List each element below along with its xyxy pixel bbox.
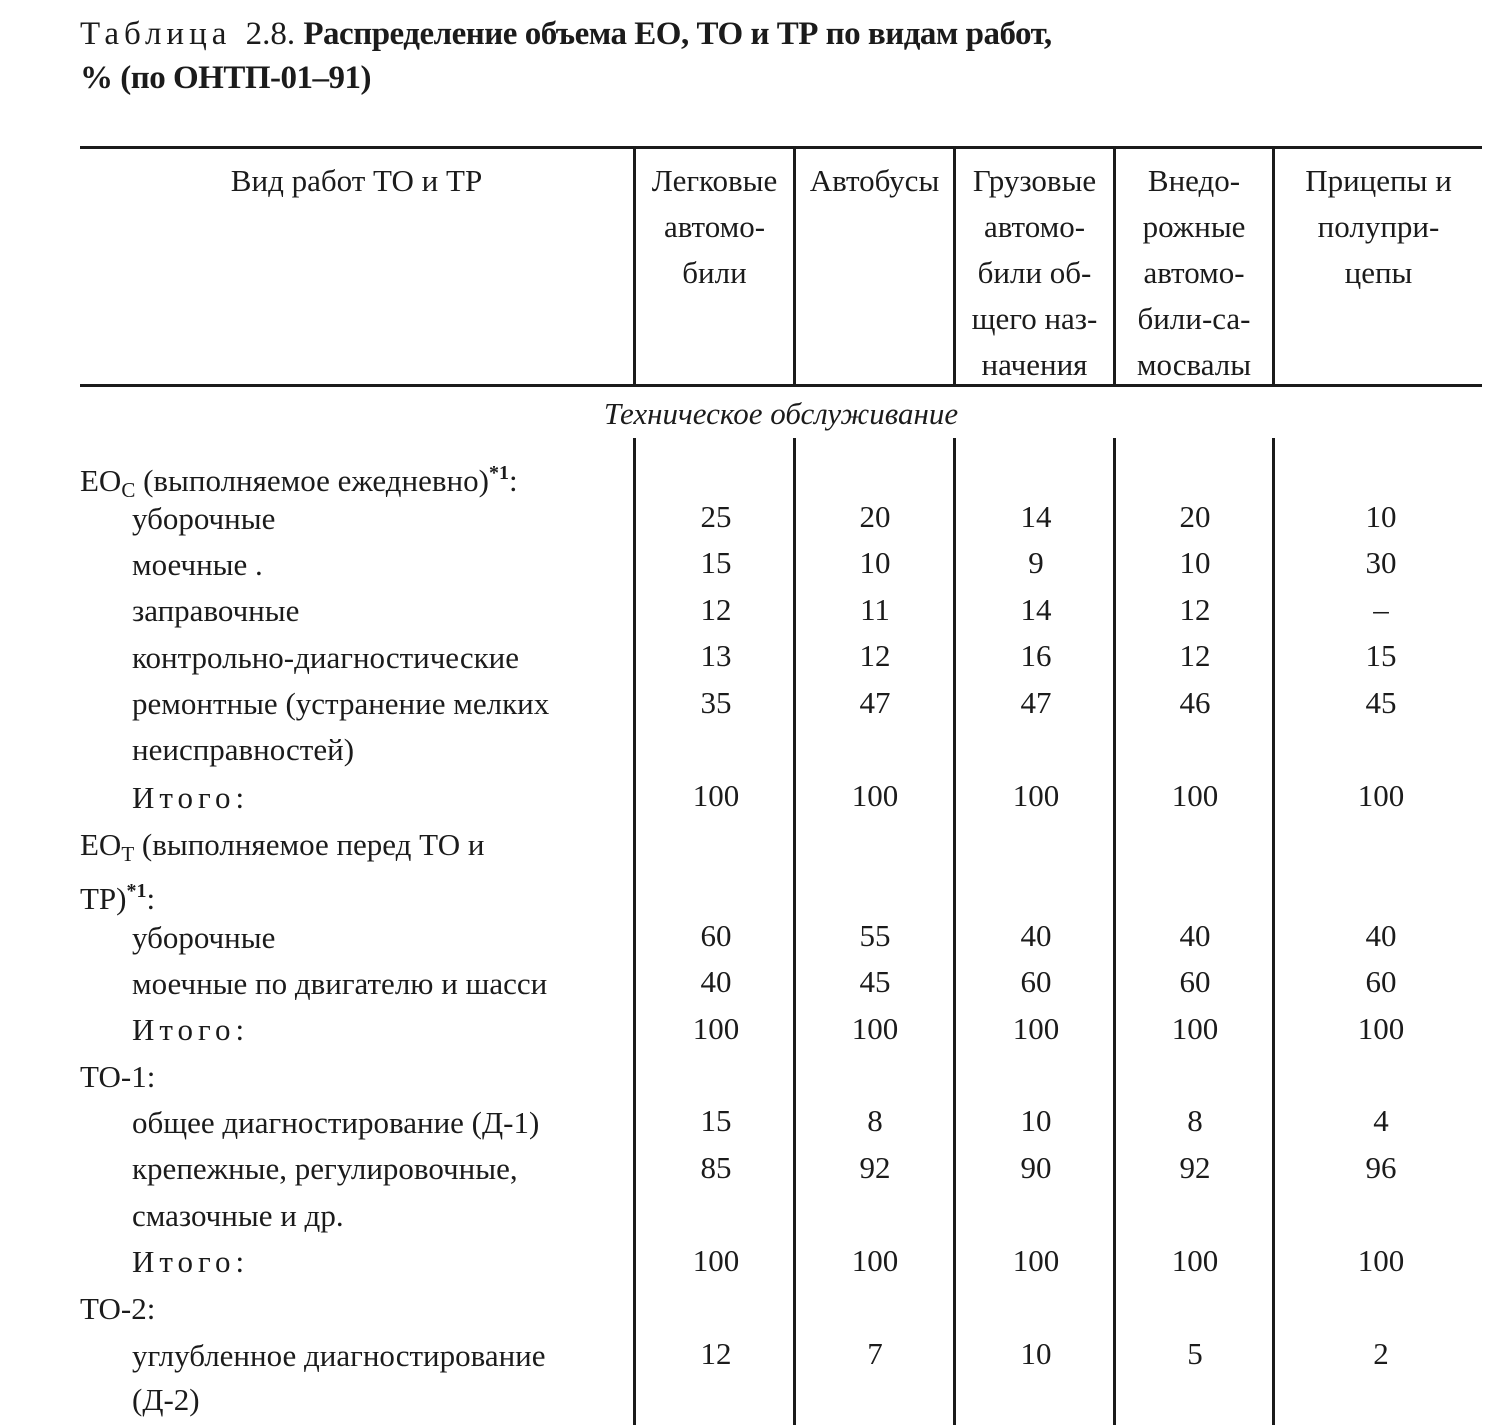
table-cell-value: 100 [1357,778,1405,813]
header-trucks-line: били об- [977,255,1092,290]
table-cell-value: 5 [1187,1336,1203,1371]
table-cell-value: 100 [1012,778,1060,813]
table-cell-value: 40 [1020,918,1052,953]
table-cell-value: 9 [1028,545,1044,580]
group-eot-subscript: Т [121,842,135,866]
table-cell-value: 12 [700,592,732,627]
table-cell-value: 60 [700,918,732,953]
table-cell-value: 100 [1171,1243,1219,1278]
table-cell-value: 100 [1171,1011,1219,1046]
header-trailers-line: полупри- [1317,209,1440,244]
group-eot-text-2: ТР) [80,881,127,916]
column-divider [1272,438,1275,1425]
table-cell-value: 100 [851,1011,899,1046]
row-label: крепежные, регулировочные, [132,1151,518,1186]
table-cell-value: 45 [859,964,891,999]
table-cell-value: 15 [1365,638,1397,673]
table-cell-value: 12 [1179,638,1211,673]
header-buses-line: Автобусы [809,163,940,198]
table-cell-value: 100 [1357,1011,1405,1046]
table-cell-value: 13 [700,638,732,673]
header-cars-line: Легковые [651,163,778,198]
group-eot-text: (выполняемое перед ТО и [134,827,485,862]
table-cell-value: 100 [1357,1243,1405,1278]
header-cars-line: автомо- [663,209,766,244]
table-cell-value: 10 [1020,1103,1052,1138]
header-trucks-line: Грузовые [972,163,1097,198]
row-label-cont: (Д-2) [132,1382,200,1417]
table-cell-value: 8 [867,1103,883,1138]
group-to1-label: ТО-1: [80,1059,156,1094]
row-total-label: Итого: [132,780,250,815]
caption-title: Распределение объема ЕО, ТО и ТР по видам работ, [303,16,1052,52]
table-cell-value: 100 [1012,1011,1060,1046]
header-dump-trucks-line: рожные [1142,209,1246,244]
row-label: контрольно-диагностические [132,640,520,675]
caption-number: 2.8. [245,16,296,52]
table-cell-value: 60 [1020,964,1052,999]
row-label: моечные . [132,547,263,582]
row-label-cont: смазочные и др. [132,1198,344,1233]
table-cell-value: 12 [700,1336,732,1371]
group-eot-label-cont [80,868,155,922]
column-divider [953,438,956,1425]
table-cell-value: 40 [700,964,732,999]
header-trailers-line: Прицепы и [1305,163,1452,198]
table-cell-value: 11 [860,592,890,627]
table-cell-value: 15 [700,545,732,580]
caption-line-1 [80,12,1280,56]
table-cell-value: – [1373,592,1389,627]
header-trucks [956,158,1113,388]
group-eoc-subscript: С [121,478,136,502]
table-cell-value: 10 [1365,499,1397,534]
group-eoc-footnote: *1 [488,462,509,484]
row-label: моечные по двигателю и шасси [132,966,548,1001]
table-cell-value: 30 [1365,545,1397,580]
row-total-label: Итого: [132,1244,250,1279]
table-cell-value: 12 [859,638,891,673]
table-cell-value: 47 [859,685,891,720]
group-eot-footnote: *1 [126,880,147,902]
column-divider [1113,438,1116,1425]
caption-label: Таблица [80,16,232,52]
caption-line-2: % (по ОНТП-01–91) [80,60,371,96]
header-trucks-line: начения [981,347,1088,382]
table-cell-value: 96 [1365,1150,1397,1185]
row-label: углубленное диагностирование [132,1338,546,1373]
group-eoc-text: (выполняемое ежедневно) [135,463,489,498]
table-cell-value: 10 [1020,1336,1052,1371]
header-trailers [1275,158,1482,296]
table-cell-value: 100 [692,778,740,813]
column-divider [633,438,636,1425]
table-caption [80,12,1280,100]
table-cell-value: 100 [1171,778,1219,813]
header-dump-trucks [1116,158,1272,388]
table-cell-value: 100 [851,778,899,813]
table-cell-value: 55 [859,918,891,953]
header-cars-line: били [682,255,747,290]
table-cell-value: 16 [1020,638,1052,673]
header-dump-trucks-line: били-са- [1137,301,1251,336]
table-cell-value: 35 [700,685,732,720]
header-trucks-line: автомо- [983,209,1086,244]
table-cell-value: 100 [692,1243,740,1278]
table-cell-value: 4 [1373,1103,1389,1138]
table-cell-value: 10 [1179,545,1211,580]
table-cell-value: 92 [859,1150,891,1185]
table-cell-value: 100 [851,1243,899,1278]
table-cell-value: 8 [1187,1103,1203,1138]
row-label: заправочные [132,593,300,628]
header-dump-trucks-line: автомо- [1143,255,1245,290]
group-eot-prefix: ЕО [80,827,122,862]
header-work-type: Вид работ ТО и ТР [230,163,483,198]
table-cell-value: 92 [1179,1150,1211,1185]
header-trailers-line: цепы [1344,255,1413,290]
table-cell-value: 15 [700,1103,732,1138]
header-buses [796,158,953,204]
row-label: уборочные [132,501,276,536]
header-dump-trucks-line: мосвалы [1136,347,1252,382]
header-dump-trucks-line: Внедо- [1147,163,1241,198]
table-cell-value: 45 [1365,685,1397,720]
section-title: Техническое обслуживание [603,396,959,431]
header-cars [636,158,793,296]
row-label: уборочные [132,920,276,955]
table-cell-value: 2 [1373,1336,1389,1371]
table-cell-value: 46 [1179,685,1211,720]
row-label: ремонтные (устранение мелких [132,686,550,721]
group-to2-label: ТО-2: [80,1291,156,1326]
table-cell-value: 14 [1020,499,1052,534]
group-eot-colon: : [146,881,156,916]
table-cell-value: 100 [1012,1243,1060,1278]
row-total-label: Итого: [132,1012,250,1047]
row-label-cont: неисправностей) [132,732,355,767]
table-cell-value: 90 [1020,1150,1052,1185]
table-cell-value: 10 [859,545,891,580]
table-cell-value: 40 [1179,918,1211,953]
table-cell-value: 20 [1179,499,1211,534]
table-cell-value: 14 [1020,592,1052,627]
group-eoc-prefix: ЕО [80,463,122,498]
table-cell-value: 60 [1179,964,1211,999]
table-cell-value: 85 [700,1150,732,1185]
header-trucks-line: щего наз- [971,301,1098,336]
table-cell-value: 7 [867,1336,883,1371]
table-cell-value: 25 [700,499,732,534]
table-cell-value: 100 [692,1011,740,1046]
column-divider [793,438,796,1425]
table-cell-value: 12 [1179,592,1211,627]
table-cell-value: 60 [1365,964,1397,999]
table-cell-value: 20 [859,499,891,534]
row-label: общее диагностирование (Д-1) [132,1105,540,1140]
table-cell-value: 40 [1365,918,1397,953]
group-eoc-colon: : [508,463,518,498]
table-cell-value: 47 [1020,685,1052,720]
